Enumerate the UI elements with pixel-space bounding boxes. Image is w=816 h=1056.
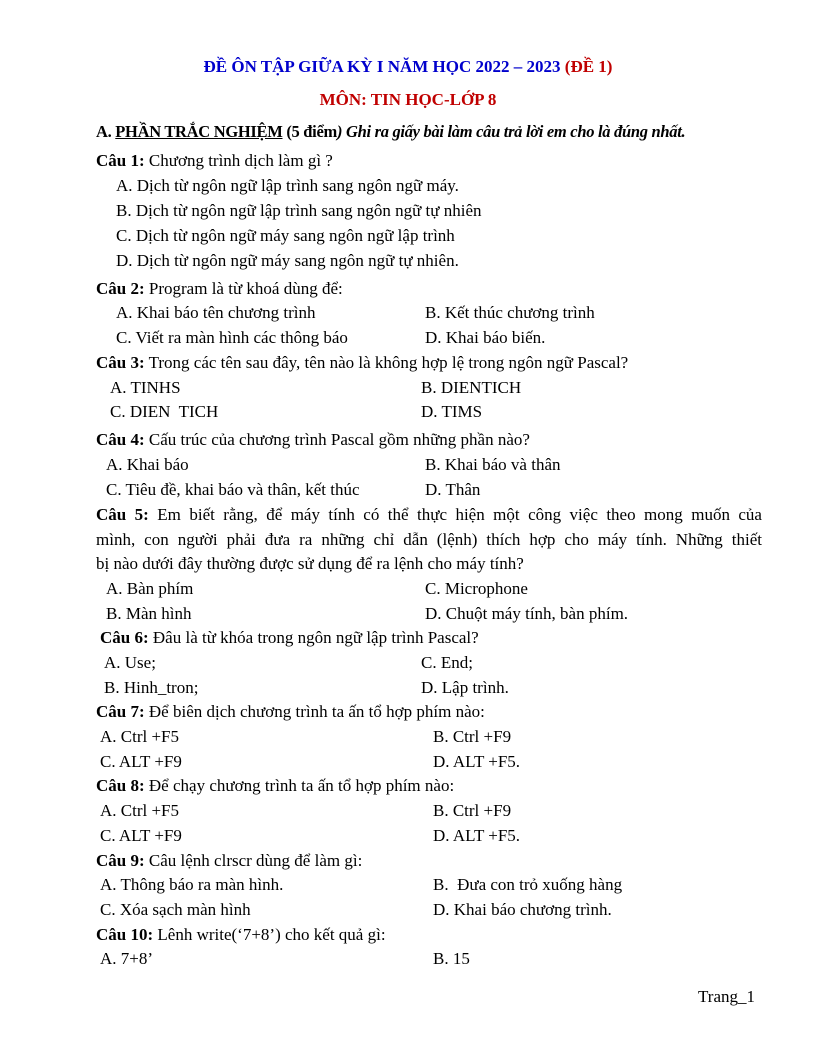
- q1-option-b: B. Dịch từ ngôn ngữ lập trình sang ngôn ngữ tự nhiên: [116, 201, 482, 220]
- section-name: PHẦN TRẮC NGHIỆM: [115, 122, 283, 141]
- section-points: (5 điểm: [282, 122, 337, 141]
- q6-option-d: D. Lập trình.: [421, 678, 509, 697]
- q2-option-d: D. Khai báo biến.: [425, 328, 546, 347]
- q9-option-b: B. Đưa con trỏ xuống hàng: [433, 875, 623, 894]
- exam-title-main: ĐỀ ÔN TẬP GIỮA KỲ I NĂM HỌC 2022 – 2023: [203, 57, 565, 76]
- q8-option-b: B. Ctrl +F9: [433, 801, 512, 820]
- q4-option-a: A. Khai báo: [106, 455, 189, 474]
- q7-option-d: D. ALT +F5.: [433, 752, 521, 771]
- section-instruction: ) Ghi ra giấy bài làm câu trả lời em cho là đúng nhất.: [336, 122, 686, 141]
- q3-option-b: B. DIENTICH: [421, 378, 522, 397]
- q1-option-c: C. Dịch từ ngôn ngữ máy sang ngôn ngữ lập trình: [116, 226, 455, 245]
- q2-option-c: C. Viết ra màn hình các thông báo: [116, 328, 348, 347]
- question-2: Câu 2: Program là từ khoá dùng để:: [96, 279, 343, 298]
- q10-option-a: A. 7+8’: [100, 949, 154, 968]
- q6-option-b: B. Hinh_tron;: [104, 678, 199, 697]
- question-9: Câu 9: Câu lệnh clrscr dùng để làm gì:: [96, 851, 363, 870]
- q7-option-a: A. Ctrl +F5: [100, 727, 180, 746]
- q7-option-b: B. Ctrl +F9: [433, 727, 512, 746]
- question-7: Câu 7: Để biên dịch chương trình ta ấn tổ hợp phím nào:: [96, 702, 485, 721]
- question-5-line-2: mình, con người phải đưa ra những chỉ dẫn (lệnh) thích hợp cho máy tính. Những thiết: [96, 530, 762, 549]
- q2-option-b: B. Kết thúc chương trình: [425, 303, 595, 322]
- page-number: Trang_1: [698, 987, 755, 1006]
- exam-subject: MÔN: TIN HỌC-LỚP 8: [319, 90, 497, 109]
- q8-option-c: C. ALT +F9: [100, 826, 182, 845]
- exam-title-number: (ĐỀ 1): [564, 57, 613, 76]
- q1-option-d: D. Dịch từ ngôn ngữ máy sang ngôn ngữ tự nhiên.: [116, 251, 459, 270]
- question-5-line-3: bị nào dưới đây thường được sử dụng để ra lệnh cho máy tính?: [96, 554, 524, 573]
- question-4: Câu 4: Cấu trúc của chương trình Pascal gồm những phần nào?: [96, 430, 530, 449]
- question-1: Câu 1: Chương trình dịch làm gì ?: [96, 151, 333, 170]
- q6-option-c: C. End;: [421, 653, 473, 672]
- section-heading: A. PHẦN TRẮC NGHIỆM (5 điểm) Ghi ra giấy bài làm câu trả lời em cho là đúng nhất.: [96, 122, 686, 141]
- q10-option-b: B. 15: [433, 949, 470, 968]
- q9-option-d: D. Khai báo chương trình.: [433, 900, 612, 919]
- q7-option-c: C. ALT +F9: [100, 752, 182, 771]
- q5-option-a: A. Bàn phím: [106, 579, 194, 598]
- exam-title: [0, 57, 816, 77]
- q5-option-b: B. Màn hình: [106, 604, 192, 623]
- q5-option-d: D. Chuột máy tính, bàn phím.: [425, 604, 629, 623]
- q9-option-a: A. Thông báo ra màn hình.: [100, 875, 284, 894]
- q6-option-a: A. Use;: [104, 653, 156, 672]
- question-5: Câu 5: Em biết rằng, để máy tính có thể thực hiện một công việc theo mong muốn của: [96, 505, 762, 524]
- q5-option-c: C. Microphone: [425, 579, 528, 598]
- question-10: Câu 10: Lênh write(‘7+8’) cho kết quả gì:: [96, 925, 386, 944]
- q9-option-c: C. Xóa sạch màn hình: [100, 900, 251, 919]
- q2-option-a: A. Khai báo tên chương trình: [116, 303, 316, 322]
- q4-option-c: C. Tiêu đề, khai báo và thân, kết thúc: [106, 480, 360, 499]
- q8-option-d: D. ALT +F5.: [433, 826, 521, 845]
- q3-option-c: C. DIEN TICH: [110, 402, 219, 421]
- q3-option-d: D. TIMS: [421, 402, 483, 421]
- q3-option-a: A. TINHS: [110, 378, 181, 397]
- question-3: Câu 3: Trong các tên sau đây, tên nào là không hợp lệ trong ngôn ngữ Pascal?: [96, 353, 629, 372]
- question-6: Câu 6: Đâu là từ khóa trong ngôn ngữ lập trình Pascal?: [100, 628, 479, 647]
- q4-option-b: B. Khai báo và thân: [425, 455, 561, 474]
- q1-option-a: A. Dịch từ ngôn ngữ lập trình sang ngôn ngữ máy.: [116, 176, 459, 195]
- question-8: Câu 8: Để chạy chương trình ta ấn tổ hợp phím nào:: [96, 776, 455, 795]
- q8-option-a: A. Ctrl +F5: [100, 801, 180, 820]
- q4-option-d: D. Thân: [425, 480, 481, 499]
